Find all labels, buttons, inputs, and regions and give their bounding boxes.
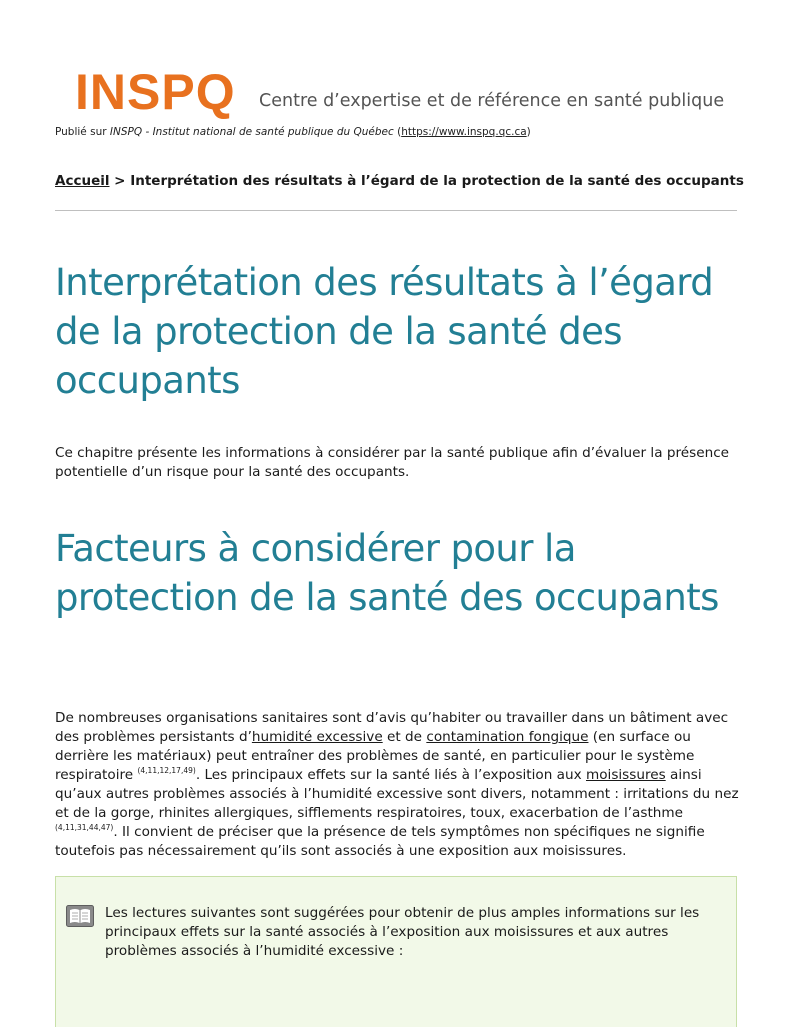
text-run: et de xyxy=(382,729,427,745)
text-run: . Il convient de préciser que la présence de tels symptômes non spécifiques ne signifie toutefois pas nécessairement qu’ils sont associés à une exposition aux moisissures. xyxy=(55,824,705,859)
published-on xyxy=(55,126,531,138)
published-source: INSPQ - Institut national de santé publique du Québec xyxy=(109,126,394,138)
link-contamination-fongique[interactable]: contamination fongique xyxy=(426,729,589,745)
book-icon xyxy=(66,905,94,927)
breadcrumb-separator: > xyxy=(109,173,131,189)
text-run: . Les principaux effets sur la santé liés à l’exposition aux xyxy=(195,767,586,783)
published-close: ) xyxy=(526,126,531,138)
published-url-link[interactable]: https://www.inspq.qc.ca xyxy=(401,126,527,138)
callout-text: Les lectures suivantes sont suggérées pour obtenir de plus amples informations sur les principaux effets sur la santé associés à l’exposition aux moisissures et aux autres problèmes associés à l’humidité excessive : xyxy=(105,905,700,959)
text-run: (en surface ou derrière les matériaux) peut entraîner des problèmes de santé, en particulier pour le système respiratoire xyxy=(55,729,695,783)
breadcrumb xyxy=(55,173,744,189)
logo-wordmark: INSPQ xyxy=(75,64,236,120)
divider xyxy=(55,210,737,211)
link-moisissures[interactable]: moisissures xyxy=(585,767,666,783)
text-run: ainsi qu’aux autres problèmes associés à l’humidité excessive sont divers, notamment : irritations du nez et de la gorge, rhinites allergiques, sifflements respiratoires, toux, exacerbation de l’asthme xyxy=(55,767,739,821)
section-paragraph xyxy=(55,709,739,861)
breadcrumb-current: Interprétation des résultats à l’égard de la protection de la santé des occupants xyxy=(130,173,744,189)
reference-citation: (4,11,31,44,47) xyxy=(55,823,114,832)
site-logo[interactable] xyxy=(75,64,755,120)
page-title: Interprétation des résultats à l’égard de la protection de la santé des occupants xyxy=(55,261,714,402)
published-prefix: Publié sur xyxy=(55,126,110,138)
intro-paragraph: Ce chapitre présente les informations à considérer par la santé publique afin d’évaluer la présence potentielle d’un risque pour la santé des occupants. xyxy=(55,445,730,480)
reference-citation: (4,11,12,17,49) xyxy=(137,766,196,775)
section-heading: Facteurs à considérer pour la protection de la santé des occupants xyxy=(55,527,719,619)
link-humidite-excessive[interactable]: humidité excessive xyxy=(251,729,383,745)
breadcrumb-home-link[interactable]: Accueil xyxy=(55,173,110,189)
reading-callout xyxy=(55,876,737,1027)
text-run: De nombreuses organisations sanitaires sont d’avis qu’habiter ou travailler dans un bâtiment avec des problèmes persistants d’ xyxy=(55,710,729,745)
logo-tagline: Centre d’expertise et de référence en santé publique xyxy=(259,91,725,111)
published-open: ( xyxy=(393,126,402,138)
